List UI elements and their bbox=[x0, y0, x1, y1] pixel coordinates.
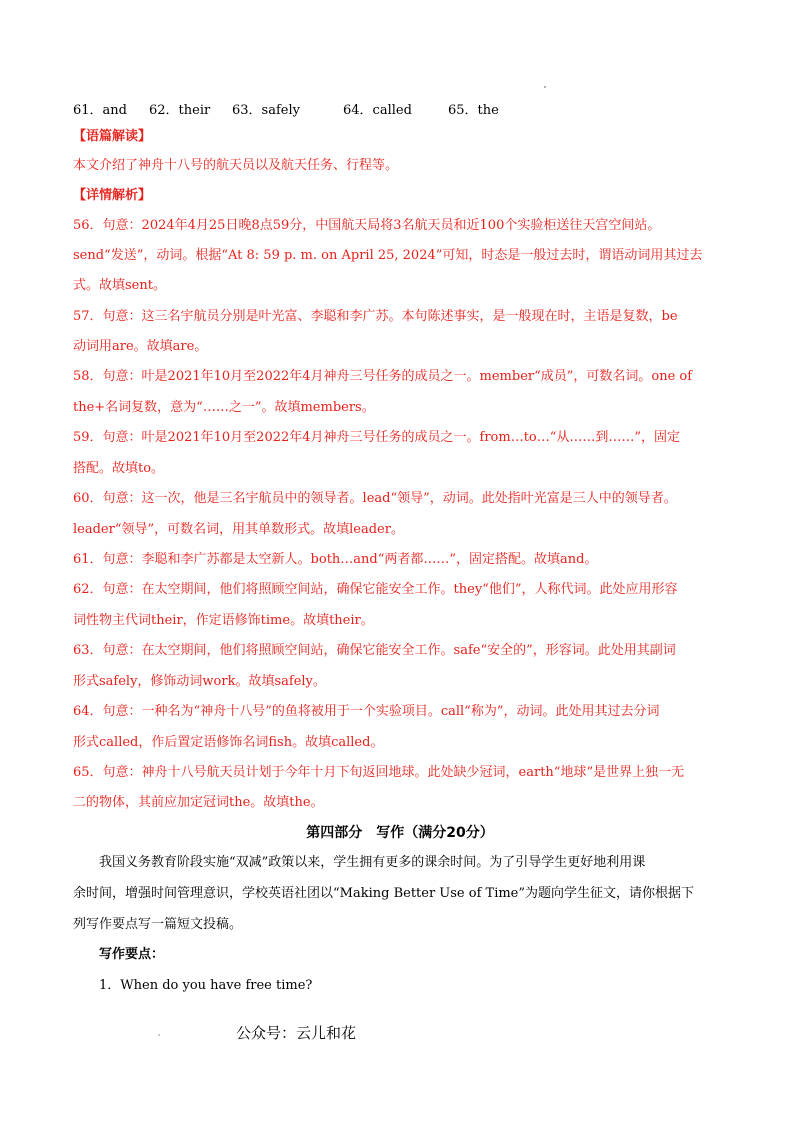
item-56-line-2: send“发送”，动词。根据“At 8: 59 p. m. on April 25, 2024”可知，时态是一般过去时，谓语动词用其过去 bbox=[73, 248, 703, 263]
summary-heading: 【语篇解读】 bbox=[73, 129, 152, 144]
item-63-line-1: 63．句意：在太空期间，他们将照顾空间站，确保它能安全工作。safe“安全的”，形容词。此处用其副词 bbox=[73, 643, 676, 658]
summary-text: 本文介绍了神舟十八号的航天员以及航天任务、行程等。 bbox=[73, 158, 399, 173]
item-65-line-1: 65．句意：神舟十八号航天员计划于今年十月下旬返回地球。此处缺少冠词，earth“地球”是世界上独一无 bbox=[73, 765, 685, 780]
item-58-line-2: the+名词复数，意为“……之一”。故填members。 bbox=[73, 400, 375, 415]
item-60-line-1: 60．句意：这一次，他是三名宇航员中的领导者。lead“领导”，动词。此处指叶光富是三人中的领导者。 bbox=[73, 491, 677, 506]
item-61-line-1: 61．句意：李聪和李广苏都是太空新人。both…and“两者都……”，固定搭配。故填and。 bbox=[73, 552, 598, 567]
prompt-line-1: 我国义务教育阶段实施“双减”政策以来，学生拥有更多的课余时间。为了引导学生更好地利用课 bbox=[99, 855, 646, 870]
answer-61: 61．and bbox=[73, 103, 127, 118]
answer-62: 62．their bbox=[149, 103, 211, 118]
item-59-line-2: 搭配。故填to。 bbox=[73, 461, 165, 476]
item-59-line-1: 59．句意：叶是2021年10月至2022年4月神舟三号任务的成员之一。from…to…“从……到……”，固定 bbox=[73, 430, 681, 445]
item-65-line-2: 二的物体，其前应加定冠词the。故填the。 bbox=[73, 795, 324, 810]
item-62-line-1: 62．句意：在太空期间，他们将照顾空间站，确保它能安全工作。they“他们”，人称代词。此处应用形容 bbox=[73, 582, 678, 597]
section-title: 第四部分 写作（满分20分） bbox=[306, 825, 494, 841]
answer-64: 64．called bbox=[343, 103, 412, 118]
prompt-line-3: 列写作要点写一篇短文投稿。 bbox=[73, 917, 243, 932]
item-64-line-1: 64．句意：一种名为“神舟十八号”的鱼将被用于一个实验项目。call“称为”，动词。此处用其过去分词 bbox=[73, 704, 660, 719]
answer-65: 65．the bbox=[448, 103, 499, 118]
item-58-line-1: 58．句意：叶是2021年10月至2022年4月神舟三号任务的成员之一。member“成员”，可数名词。one of bbox=[73, 369, 693, 384]
item-60-line-2: leader“领导”，可数名词，用其单数形式。故填leader。 bbox=[73, 522, 404, 537]
speck-mark-footer bbox=[158, 1034, 160, 1036]
item-57-line-2: 动词用are。故填are。 bbox=[73, 339, 208, 354]
item-56-line-3: 式。故填sent。 bbox=[73, 278, 166, 293]
item-56-line-1: 56．句意：2024年4月25日晚8点59分，中国航天局将3名航天员和近100个实验柜送往天宫空间站。 bbox=[73, 218, 661, 233]
answer-63: 63．safely bbox=[232, 103, 300, 118]
item-63-line-2: 形式safely，修饰动词work。故填safely。 bbox=[73, 674, 326, 689]
analysis-heading: 【详情解析】 bbox=[73, 188, 152, 203]
footer-account: 公众号：云儿和花 bbox=[236, 1024, 357, 1042]
prompt-line-2: 余时间，增强时间管理意识，学校英语社团以“Making Better Use of Time”为题向学生征文，请你根据下 bbox=[73, 886, 695, 901]
item-57-line-1: 57．句意：这三名宇航员分别是叶光富、李聪和李广苏。本句陈述事实，是一般现在时，主语是复数，be bbox=[73, 309, 678, 324]
item-64-line-2: 形式called，作后置定语修饰名词fish。故填called。 bbox=[73, 735, 384, 750]
item-62-line-2: 词性物主代词their，作定语修饰time。故填their。 bbox=[73, 613, 374, 628]
speck-mark bbox=[544, 86, 546, 88]
writing-points-heading: 写作要点： bbox=[99, 947, 165, 962]
writing-point-1: 1．When do you have free time? bbox=[99, 978, 313, 993]
